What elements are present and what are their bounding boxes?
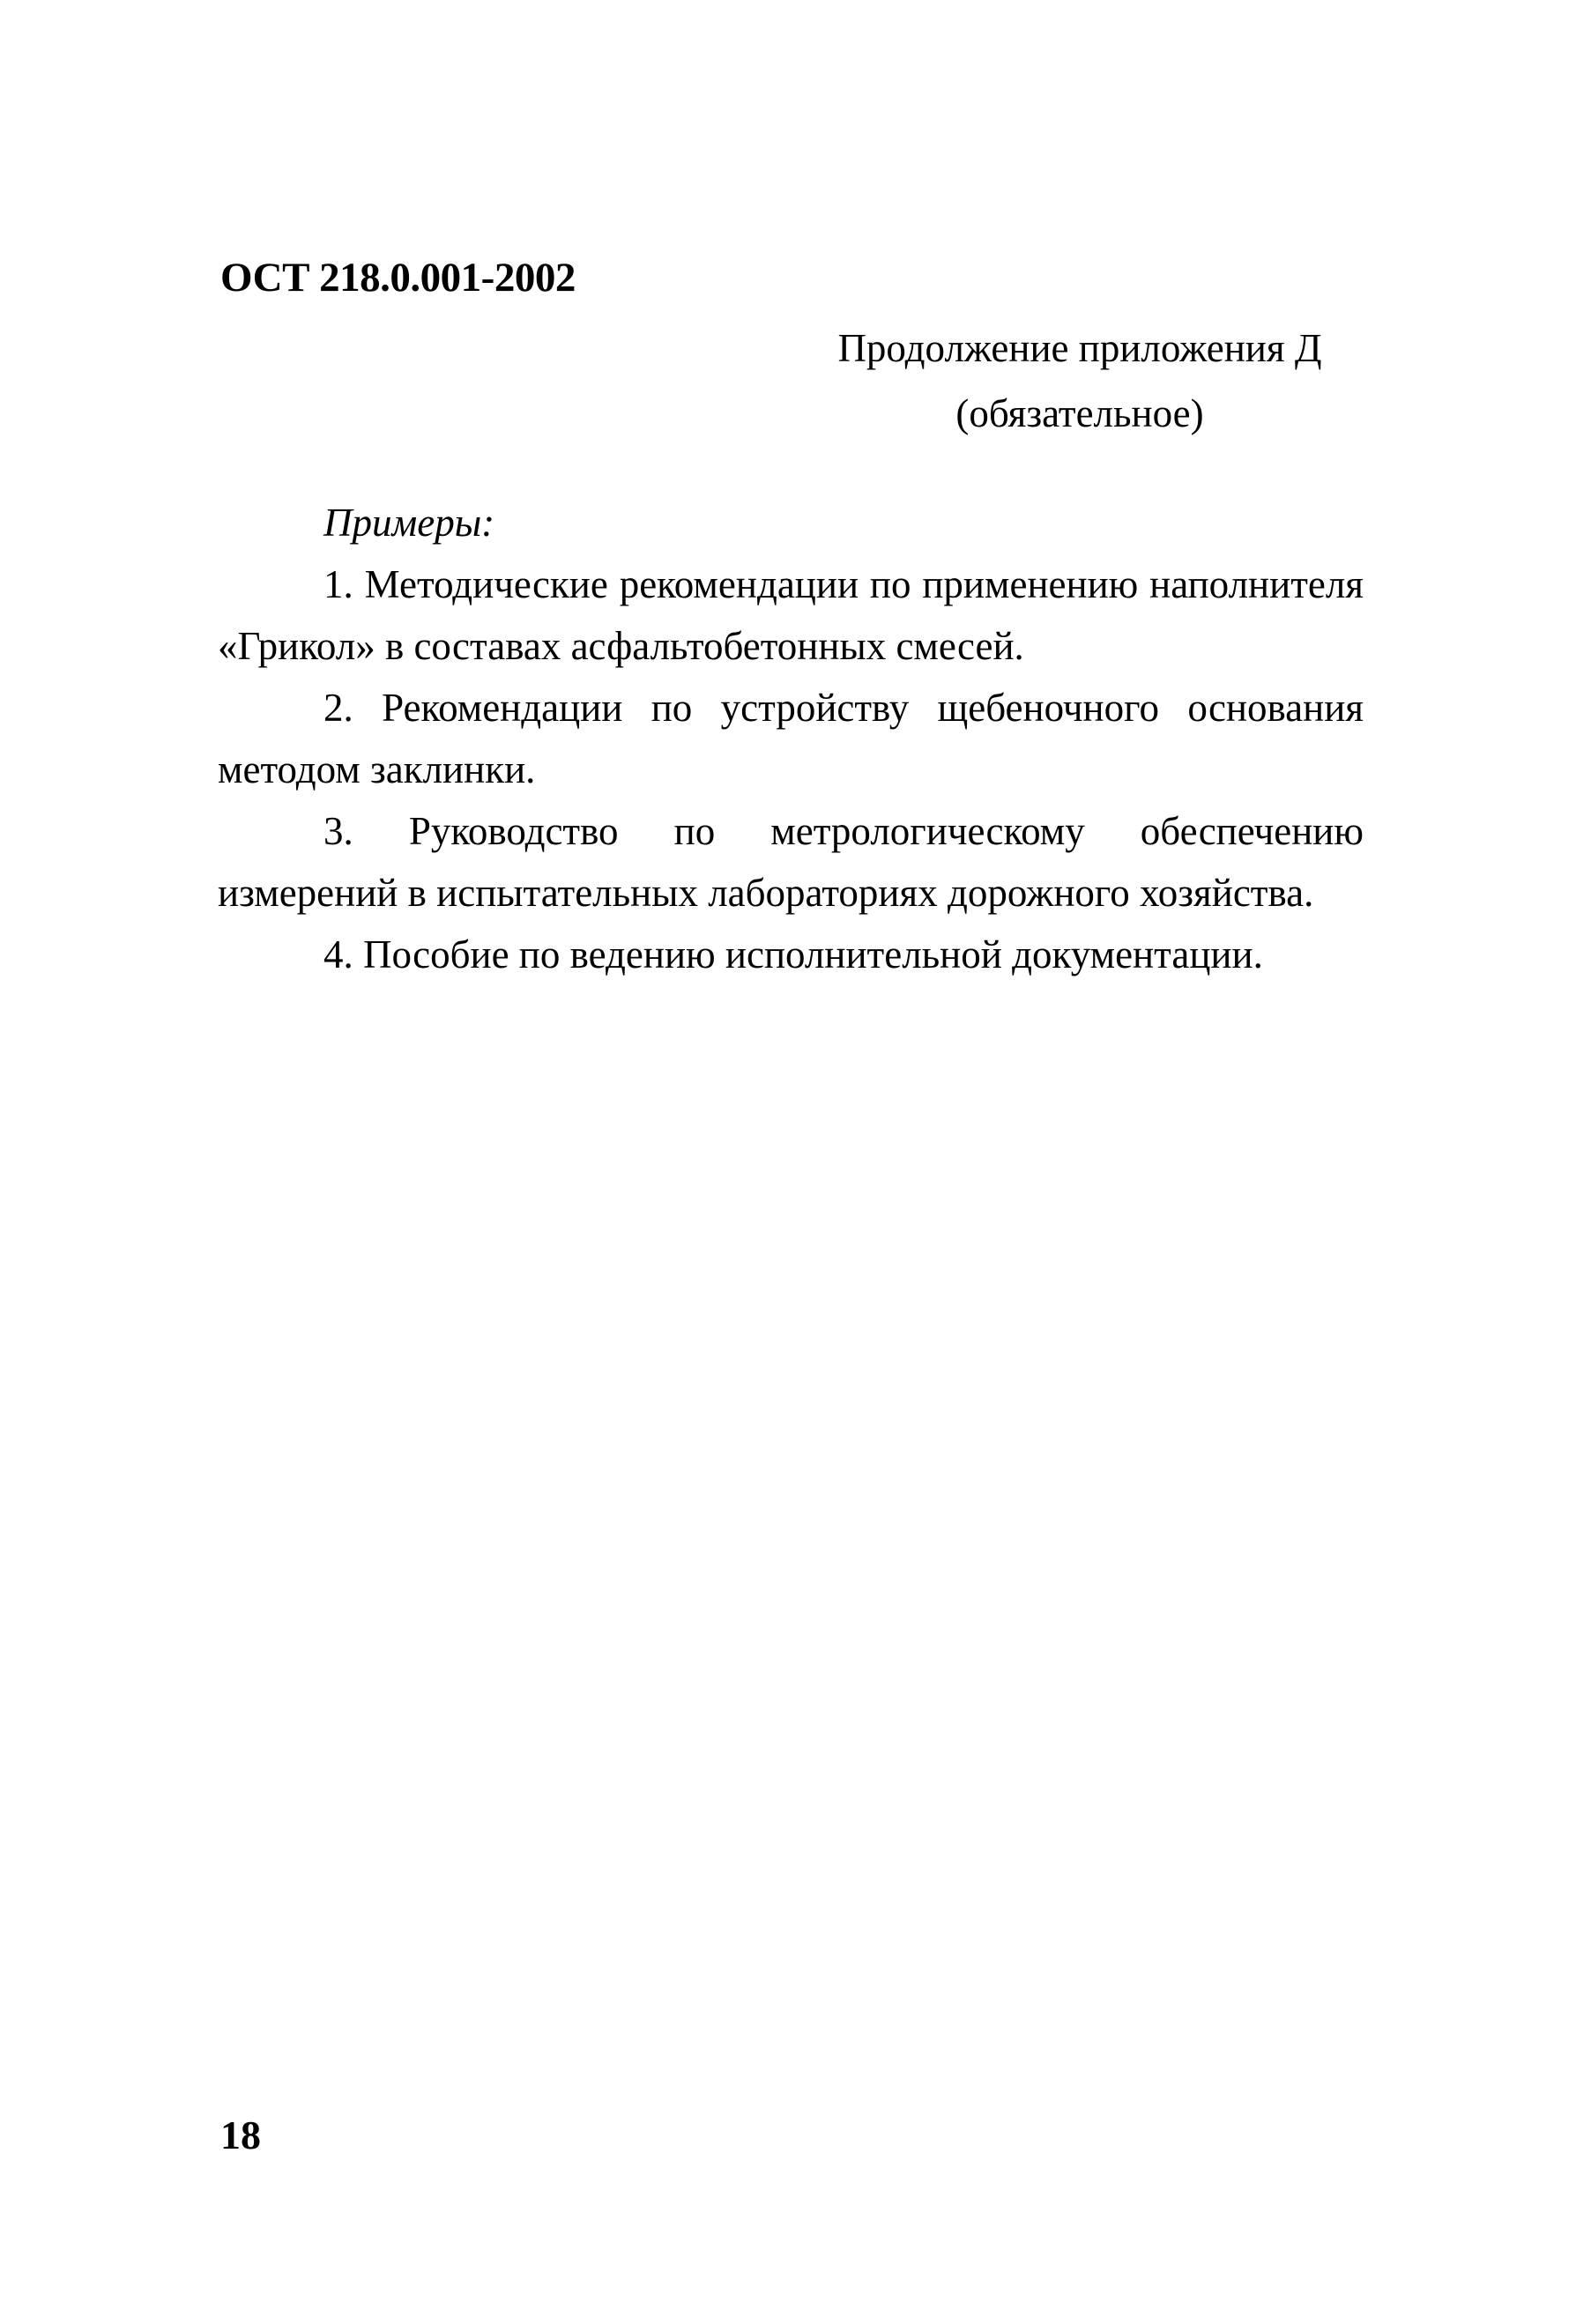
example-item-1: 1. Методические рекомендации по применению наполнителя «Грикол» в составах асфальтобетонных смесей. xyxy=(218,562,1364,668)
document-code: ОСТ 218.0.001-2002 xyxy=(220,255,576,301)
appendix-status: (обязательное) xyxy=(955,391,1204,435)
example-item-4: 4. Пособие по ведению исполнительной документации. xyxy=(323,932,1263,976)
appendix-heading xyxy=(798,316,1362,446)
example-item-2: 2. Рекомендации по устройству щебеночного основания методом заклинки. xyxy=(218,686,1364,791)
page-number: 18 xyxy=(220,2112,261,2157)
appendix-title: Продолжение приложения Д xyxy=(837,326,1322,370)
examples-label: Примеры: xyxy=(323,501,495,545)
examples-section xyxy=(218,492,1364,985)
example-item-3: 3. Руководство по метрологическому обеспечению измерений в испытательных лабораториях дорожного хозяйства. xyxy=(218,809,1364,915)
